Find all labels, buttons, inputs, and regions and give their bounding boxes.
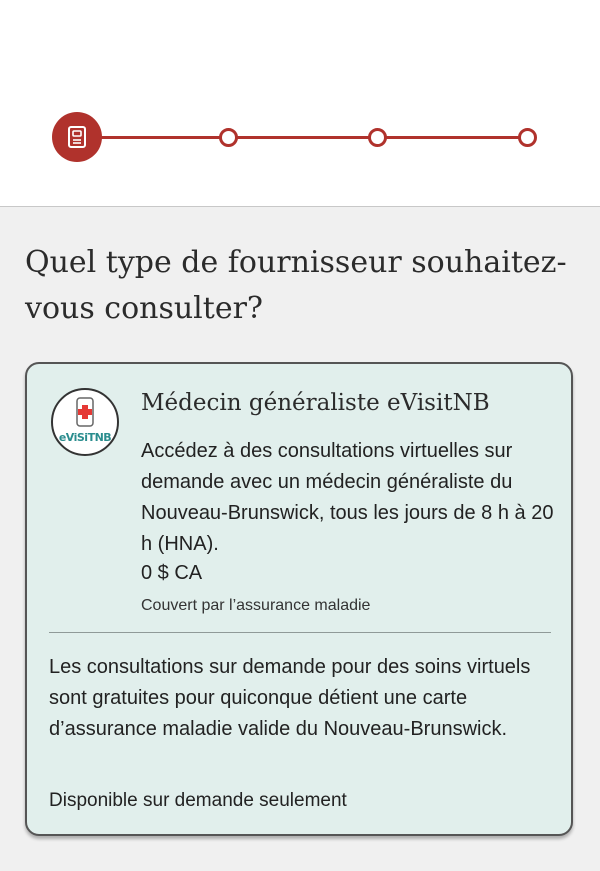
step-1-active bbox=[52, 112, 102, 162]
provider-card-icon bbox=[67, 126, 87, 148]
card-divider bbox=[49, 632, 551, 633]
progress-stepper bbox=[0, 0, 600, 206]
step-connector bbox=[236, 136, 372, 139]
provider-info: Les consultations sur demande pour des soins virtuels sont gratuites pour quiconque détient une carte d’assurance maladie valide du Nouveau-Brunswick. bbox=[49, 656, 531, 740]
provider-price: 0 $ CA bbox=[141, 562, 203, 584]
phone-medical-icon bbox=[53, 390, 117, 454]
page-question: Quel type de fournisseur souhaitez-vous consulter? bbox=[25, 245, 567, 326]
coverage-note: Couvert par l’assurance maladie bbox=[141, 597, 371, 614]
provider-title: Médecin généraliste eVisitNB bbox=[141, 390, 490, 416]
step-3-dot bbox=[368, 128, 387, 147]
logo-text: eViSiTNB bbox=[58, 431, 112, 444]
step-connector bbox=[384, 136, 522, 139]
progress-header bbox=[0, 0, 600, 207]
step-4-dot bbox=[518, 128, 537, 147]
evisitnb-logo bbox=[51, 388, 119, 456]
availability-text: Disponible sur demande seulement bbox=[49, 790, 347, 811]
provider-description: Accédez à des consultations virtuelles sur demande avec un médecin généraliste du Nouveau-Brunswick, tous les jours de 8 h à 20 h (HNA). bbox=[141, 440, 554, 555]
step-2-dot bbox=[219, 128, 238, 147]
provider-option-card[interactable] bbox=[25, 362, 573, 836]
step-connector bbox=[100, 136, 230, 139]
